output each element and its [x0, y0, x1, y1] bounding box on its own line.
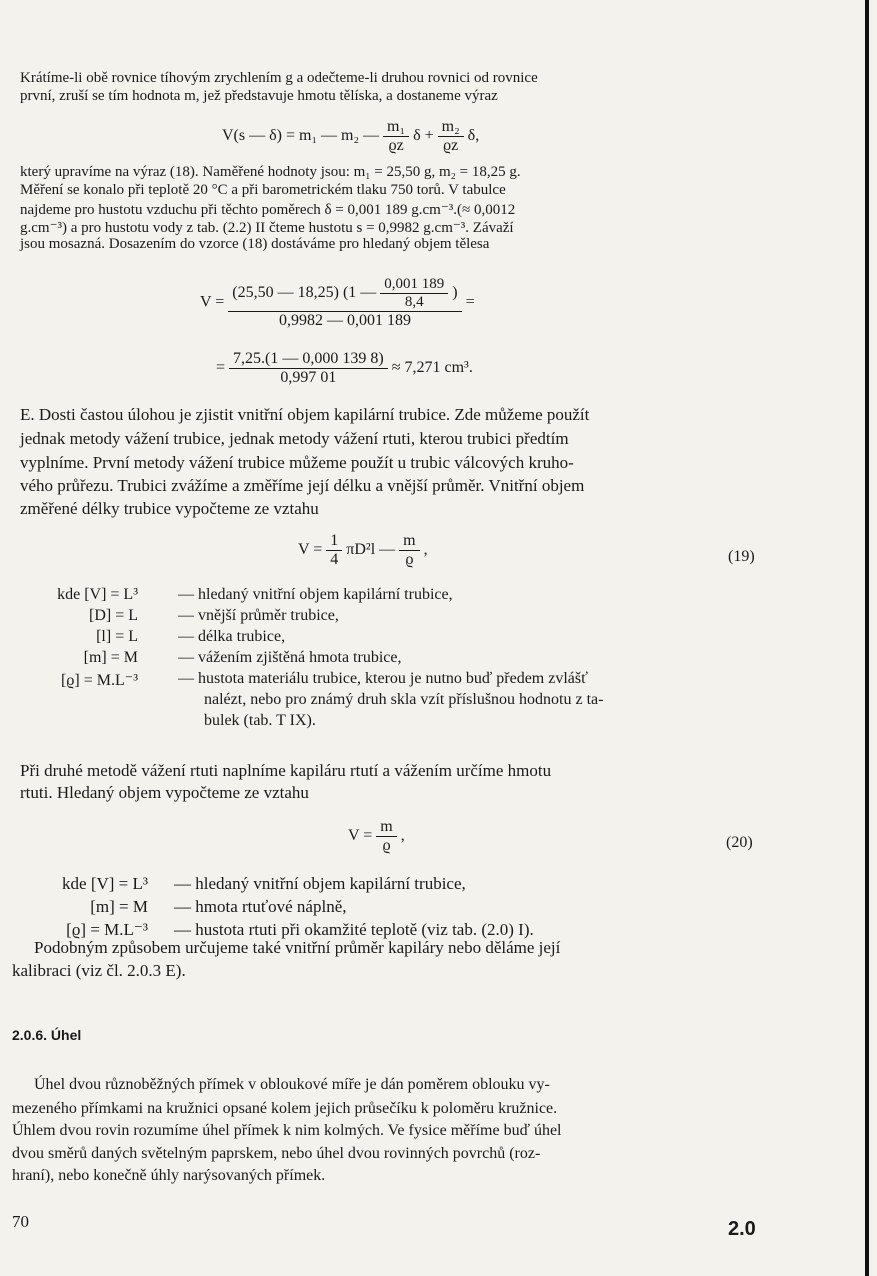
para2-line-3: najdeme pro hustotu vzduchu při těchto poměrech δ = 0,001 189 g.cm⁻³.(≈ 0,0012 [20, 202, 516, 218]
calc-lhs: V = [200, 293, 225, 311]
para3-line-4: vého průřezu. Trubici zvážíme a změříme její délku a vnější průměr. Vnitřní objem [20, 476, 585, 495]
para4-line-1: Při druhé metodě vážení rtuti naplníme kapiláru rtutí a vážením určíme hmotu [20, 761, 552, 780]
para2-line-1: který upravíme na výraz (18). Naměřené hodnoty jsou: m₁ = 25,50 g, m₂ = 18,25 g. [20, 164, 521, 180]
calc-result: ≈ 7,271 cm³. [391, 359, 473, 377]
eq19-fraction-2 [399, 532, 419, 569]
para3-line-2: jednak metody vážení trubice, jednak metody vážení rtuti, kterou trubici předtím [20, 429, 569, 448]
fraction-numerator: m [399, 532, 419, 551]
calc-num-a: (25,50 — 18,25) [232, 284, 339, 302]
def-rhs: — hmota rtuťové náplně, [174, 897, 347, 916]
eq19-lhs: V = [298, 541, 323, 559]
para3-line-3: vyplníme. První metody vážení trubice můžeme použít u trubic válcových kruho- [20, 453, 574, 472]
para5-line-1: Podobným způsobem určujeme také vnitřní průměr kapiláry nebo děláme její [34, 938, 561, 957]
calc-eq2-equals: = [216, 359, 226, 377]
calc-paren-open: (1 — [342, 284, 377, 302]
calc-second-numerator: 7,25.(1 — 0,000 139 8) [229, 350, 388, 369]
equation-intro-lhs: V(s — δ) = m₁ — m₂ — [222, 127, 380, 145]
equation-20-number: (20) [726, 834, 753, 851]
calc-trailing-equals: = [465, 293, 475, 311]
para5-line-2: kalibraci (viz čl. 2.0.3 E). [12, 961, 186, 980]
para3-line-5: změřené délky trubice vypočteme ze vztahu [20, 499, 319, 518]
equation-intro-fraction-1 [383, 118, 409, 155]
eq19-mid: πD²l — [346, 541, 396, 559]
def-rhs: — hledaný vnitřní objem kapilární trubice, [174, 874, 466, 893]
equation-19 [298, 532, 428, 569]
calc-main-fraction [228, 276, 461, 330]
para1-line-2: první, zruší se tím hodnota m, jež představuje hmotu tělíska, a dostaneme výraz [20, 88, 498, 104]
def-lhs: [m] = M [83, 649, 138, 666]
para2-line-4: g.cm⁻³) a pro hustotu vody z tab. (2.2) II čteme hustotu s = 0,9982 g.cm⁻³. Závaží [20, 220, 514, 236]
section-number: 2.0 [728, 1218, 756, 1240]
def-rhs: — vnější průměr trubice, [178, 607, 339, 624]
def-lhs: [ϱ] = M.L⁻³ [66, 920, 148, 939]
def-lhs: [l] = L [96, 628, 138, 645]
equation-intro-fraction-2 [438, 118, 464, 155]
page-edge-shadow [865, 0, 869, 1276]
para1-line-1: Krátíme-li obě rovnice tíhovým zrychlením g a odečteme-li druhou rovnici od rovnice [20, 70, 538, 86]
para3-line-1: E. Dosti častou úlohou je zjistit vnitřní objem kapilární trubice. Zde můžeme použít [20, 405, 590, 424]
def-lhs: [D] = L [88, 607, 138, 624]
calc-second-fraction [229, 350, 388, 387]
fraction-denominator: ϱ [405, 551, 414, 568]
fraction-numerator: m₂ [438, 118, 464, 137]
para4-line-2: rtuti. Hledaný objem vypočteme ze vztahu [20, 783, 309, 802]
equation-intro-mid: δ + [413, 127, 434, 145]
def-rhs: — vážením zjištěná hmota trubice, [178, 649, 402, 666]
calc-paren-close: ) [452, 284, 458, 302]
calc-second-denominator: 0,997 01 [280, 369, 337, 386]
para6-line-1: Úhel dvou různoběžných přímek v obloukové míře je dán poměrem oblouku vy- [34, 1076, 550, 1093]
def-rhs: bulek (tab. T IX). [204, 712, 316, 729]
fraction-denominator: ϱz [443, 137, 459, 154]
para2-line-5: jsou mosazná. Dosazením do vzorce (18) dostáváme pro hledaný objem tělesa [20, 236, 490, 252]
para6-line-5: hraní), nebo konečně úhly narýsovaných přímek. [12, 1167, 326, 1184]
def-lhs: [m] = M [90, 897, 148, 916]
calc-main-numerator [228, 276, 461, 312]
calc-inner-numerator: 0,001 189 [380, 276, 448, 294]
def-rhs: — hustota materiálu trubice, kterou je nutno buď předem zvlášť [178, 670, 588, 687]
def-rhs: — délka trubice, [178, 628, 286, 645]
fraction-denominator: 4 [330, 551, 339, 568]
equation-intro [222, 118, 479, 155]
def-lhs: kde [V] = L³ [62, 874, 148, 893]
def-rhs: nalézt, nebo pro známý druh skla vzít příslušnou hodnotu z ta- [204, 691, 604, 708]
def-rhs: — hustota rtuti při okamžité teplotě (viz tab. (2.0) I). [174, 920, 534, 939]
calc-inner-fraction [380, 276, 448, 311]
calc-main-denominator: 0,9982 — 0,001 189 [278, 312, 411, 329]
eq19-fraction-1 [326, 532, 342, 569]
fraction-numerator: m₁ [383, 118, 409, 137]
def-rhs: — hledaný vnitřní objem kapilární trubice, [178, 586, 453, 603]
fraction-numerator: 1 [326, 532, 342, 551]
calculation-equation-2 [216, 350, 473, 387]
para6-line-4: dvou směrů daných světelným paprskem, nebo úhel dvou rovinných povrchů (roz- [12, 1145, 541, 1162]
fraction-numerator: m [376, 818, 396, 837]
para6-line-3: Úhlem dvou rovin rozumíme úhel přímek k nim kolmých. Ve fysice měříme buď úhel [12, 1122, 562, 1139]
fraction-denominator: ϱz [388, 137, 404, 154]
def-lhs: kde [V] = L³ [57, 586, 138, 603]
calc-inner-denominator: 8,4 [404, 294, 424, 310]
equation-20 [348, 818, 405, 855]
calculation-equation-1 [200, 276, 475, 330]
eq19-end: , [423, 541, 428, 559]
eq20-end: , [400, 827, 405, 845]
eq20-lhs: V = [348, 827, 373, 845]
equation-19-number: (19) [728, 548, 755, 565]
page-number: 70 [12, 1212, 29, 1231]
def-lhs: [ϱ] = M.L⁻³ [60, 672, 138, 689]
fraction-denominator: ϱ [382, 837, 391, 854]
para6-line-2: mezeného přímkami na kružnici opsané kolem jejich průsečíku k poloměru kružnice. [12, 1100, 558, 1117]
eq20-fraction [376, 818, 396, 855]
para2-line-2: Měření se konalo při teplotě 20 °C a při barometrickém tlaku 750 torů. V tabulce [20, 182, 506, 198]
section-heading: 2.0.6. Úhel [12, 1027, 82, 1043]
equation-intro-end: δ, [467, 127, 480, 145]
